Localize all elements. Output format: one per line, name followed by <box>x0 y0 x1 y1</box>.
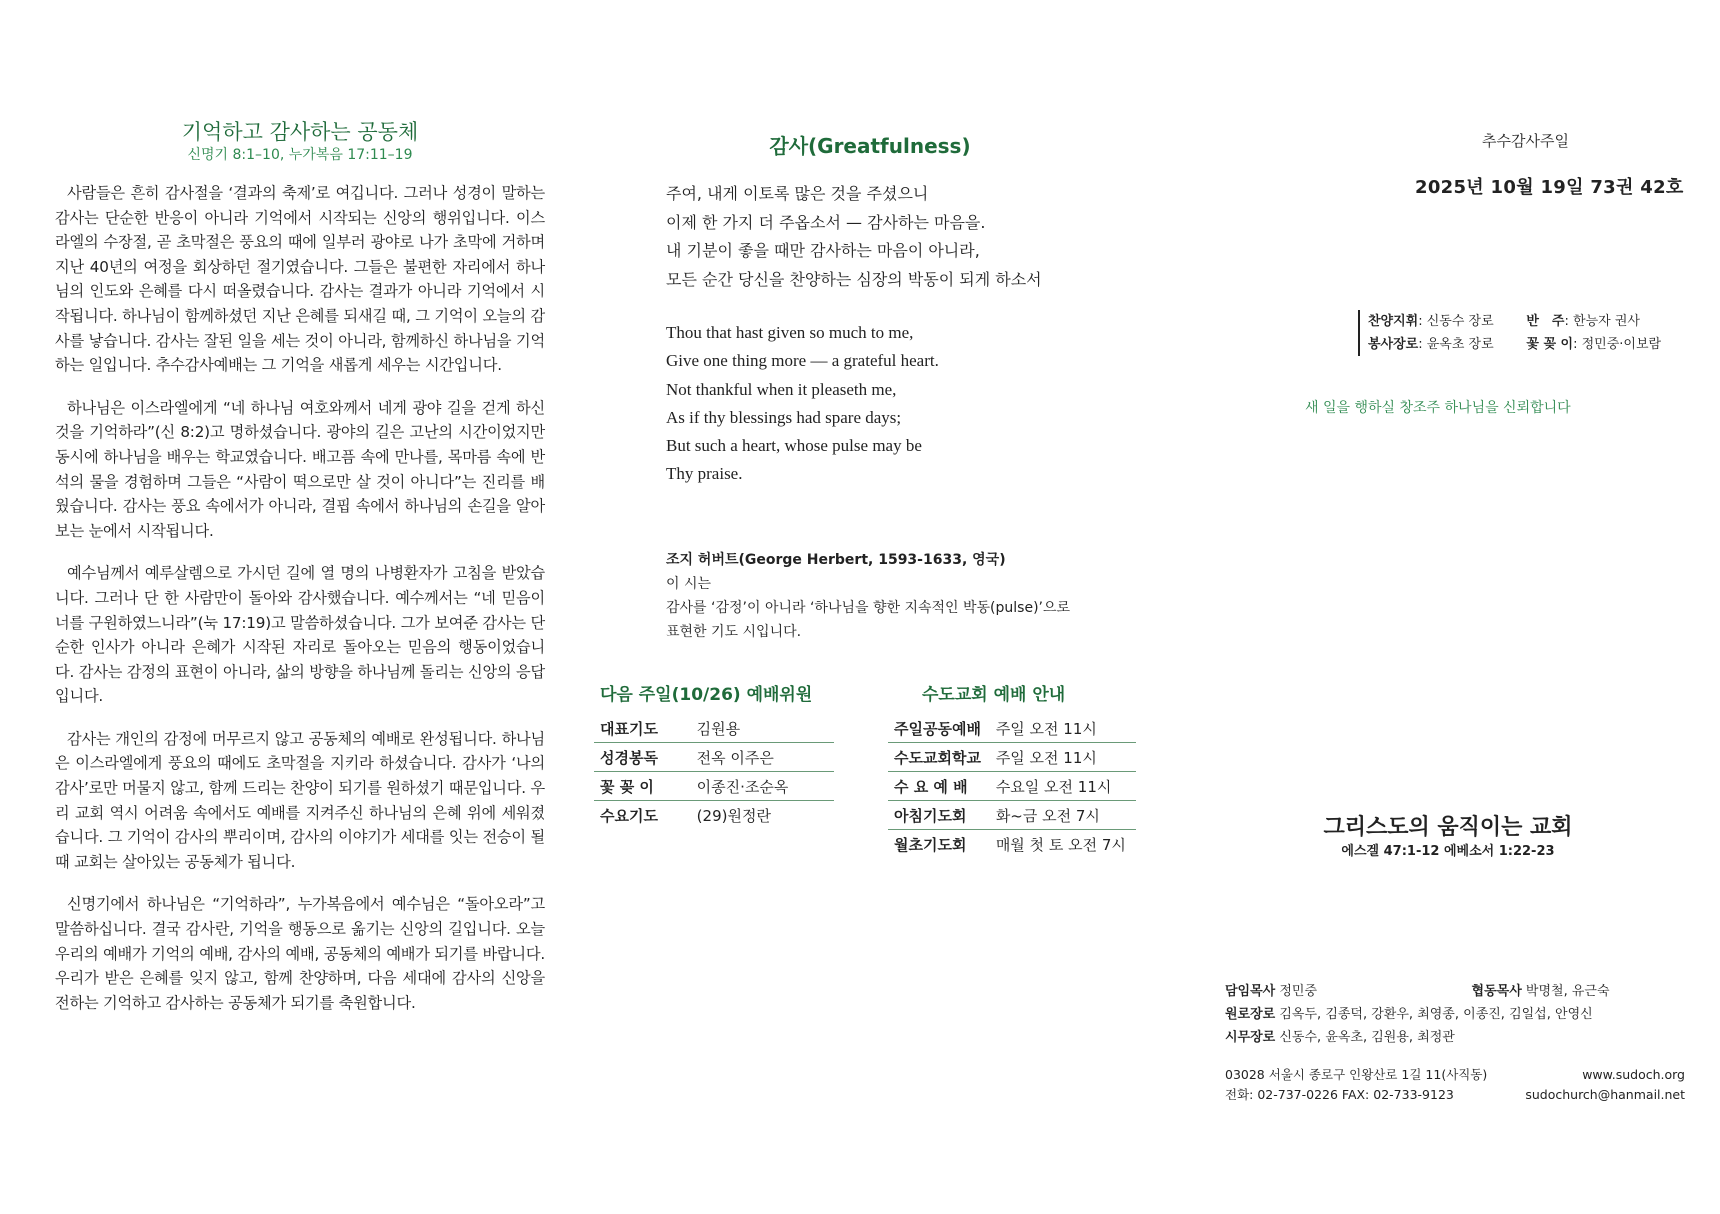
staff-names: 박명철, 유근숙 <box>1525 984 1610 999</box>
poem-line: 이제 한 가지 더 주옵소서 — 감사하는 마음을. <box>666 212 986 232</box>
staff-names: 김옥두, 김종덕, 강환우, 최영종, 이종진, 김일섭, 안영신 <box>1279 1007 1593 1022</box>
duty-name: 김원용 <box>691 714 834 743</box>
service-name: 월초기도회 <box>894 835 967 854</box>
duty-value: : 정민중·이보람 <box>1573 337 1662 352</box>
poem-line: Thou that hast given so much to me, <box>666 323 914 342</box>
table-row <box>594 714 834 743</box>
poem-line: As if thy blessings had spare days; <box>666 407 902 427</box>
duty-role: 꽃 꽂 이 <box>594 772 691 801</box>
sermon-body <box>55 181 545 1033</box>
duty-row <box>1368 333 1661 356</box>
service-time: 주일 오전 11시 <box>990 743 1136 772</box>
service-time: 수요일 오전 11시 <box>990 772 1136 801</box>
address: 03028 서울시 종로구 인왕산로 1길 11(사직동) <box>1225 1067 1488 1082</box>
bulletin-date: 2025년 10월 19일 73권 42호 <box>1415 177 1684 198</box>
poem-line: Not thankful when it pleaseth me, <box>666 379 897 399</box>
duty-value: : 한능자 권사 <box>1564 314 1640 329</box>
poem-line: 주여, 내게 이토록 많은 것을 주셨으니 <box>666 184 929 203</box>
table-row <box>888 743 1136 772</box>
poem-note-line: 감사를 ‘감정’이 아니라 ‘하나님을 향한 지속적인 박동(pulse)’으로 <box>666 600 1071 616</box>
email-link[interactable]: sudochurch@hanmail.net <box>1525 1087 1685 1102</box>
sermon-paragraph: 예수님께서 예루살렘으로 가시던 길에 열 명의 나병환자가 고침을 받았습니다. 그러나 단 한 사람만이 돌아와 감사했습니다. 예수께서는 “네 믿음이 너를 구원하였느니라”(눅 17:19)고 말씀하셨습니다. 그가 보여준 감사는 단순한 인사가 아니라 은혜가 시작된 자리로 돌아오는 믿음의 행동이었습니다. 감사는 감정의 표현이 아니라, 삶의 방향을 하나님께 돌리는 신앙의 응답입니다. <box>55 564 545 706</box>
table-row <box>888 801 1136 830</box>
duty-role: 성경봉독 <box>594 743 691 772</box>
staff-list <box>1225 980 1610 1049</box>
service-name: 주일공동예배 <box>888 714 990 743</box>
worship-guide-title: 수도교회 예배 안내 <box>922 685 1066 705</box>
staff-row <box>1225 980 1610 1003</box>
poem-line: Give one thing more — a grateful heart. <box>666 351 939 371</box>
poem-line: 내 기분이 좋을 때만 감사하는 마음이 아니라, <box>666 241 980 260</box>
table-row <box>594 801 834 830</box>
table-row <box>888 714 1136 743</box>
duty-label: 반 주 <box>1526 314 1565 329</box>
poem-line: But such a heart, whose pulse may be <box>666 436 922 456</box>
duty-label: 꽃 꽂 이 <box>1526 337 1574 352</box>
service-time: 화~금 오전 7시 <box>990 801 1136 830</box>
service-name: 아침기도회 <box>888 801 990 830</box>
poem-korean <box>666 180 1042 294</box>
staff-label: 담임목사 <box>1225 984 1276 999</box>
sermon-paragraph: 감사는 개인의 감정에 머무르지 않고 공동체의 예배로 완성됩니다. 하나님은 이스라엘에게 풍요의 때에도 초막절을 지키라 하셨습니다. 감사가 ‘나의 감사’로만 머물지 않고, 함께 드리는 찬양이 되기를 원하셨기 때문입니다. 우리 교회 역시 어려움 속에서도 예배를 지켜주신 하나님의 은혜 위에 세워졌습니다. 그 기억이 감사의 뿌리이며, 감사의 이야기가 세대를 잇는 전승이 될 때 교회는 살아있는 공동체가 됩니다. <box>55 729 545 871</box>
staff-row <box>1225 1003 1610 1026</box>
contact-row <box>1225 1085 1685 1105</box>
duty-name: 전옥 이주은 <box>691 743 834 772</box>
next-week-table <box>594 714 834 829</box>
service-name: 수도교회학교 <box>888 743 990 772</box>
poem-line: Thy praise. <box>666 464 743 484</box>
duty-label: 찬양지휘 <box>1368 314 1419 329</box>
duty-row <box>1368 310 1661 333</box>
duty-name: 이종진·조순옥 <box>691 772 834 801</box>
poem-line: 모든 순간 당신을 찬양하는 심장의 박동이 되게 하소서 <box>666 269 1042 289</box>
poem-english <box>666 319 939 489</box>
duty-value: : 신동수 장로 <box>1418 314 1494 329</box>
website-link[interactable]: www.sudoch.org <box>1582 1067 1685 1082</box>
staff-label: 원로장로 <box>1225 1007 1276 1022</box>
sermon-title: 기억하고 감사하는 공동체 <box>181 120 419 144</box>
table-row <box>888 772 1136 801</box>
poem-author: 조지 허버트(George Herbert, 1593-1633, 영국) <box>666 552 1006 568</box>
next-week-title: 다음 주일(10/26) 예배위원 <box>600 685 813 705</box>
service-name: 수 요 예 배 <box>888 772 990 801</box>
poem-note-line: 이 시는 <box>666 576 712 592</box>
table-row <box>888 830 1136 859</box>
church-motto: 새 일을 행하실 창조주 하나님을 신뢰합니다 <box>1305 400 1571 416</box>
sermon-paragraph: 하나님은 이스라엘에게 “네 하나님 여호와께서 네게 광야 길을 걷게 하신 것을 기억하라”(신 8:2)고 명하셨습니다. 광야의 길은 고난의 시간이었지만 동시에 하나님을 배우는 학교였습니다. 배고픔 속에 만나를, 목마름 속에 반석의 물을 경험하며 그들은 “사람이 떡으로만 살 것이 아니다”는 진리를 배웠습니다. 감사는 풍요 속에서가 아니라, 결핍 속에서 하나님의 손길을 알아보는 눈에서 시작됩니다. <box>55 398 545 540</box>
table-row <box>594 772 834 801</box>
staff-label: 협동목사 <box>1471 984 1522 999</box>
duty-name: (29)원정란 <box>696 806 771 825</box>
staff-names: 신동수, 윤옥초, 김원용, 최정관 <box>1279 1030 1455 1045</box>
duty-role: 대표기도 <box>594 714 691 743</box>
sermon-scripture: 신명기 8:1–10, 누가복음 17:11–19 <box>187 147 413 163</box>
duty-box <box>1358 310 1661 356</box>
poem-author-block <box>666 548 1070 644</box>
duty-value: : 윤옥초 장로 <box>1418 337 1494 352</box>
event-name: 추수감사주일 <box>1482 132 1569 150</box>
staff-row <box>1225 1026 1610 1049</box>
service-time: 매월 첫 토 오전 7시 <box>995 835 1126 854</box>
table-row <box>594 743 834 772</box>
sermon-paragraph: 사람들은 흔히 감사절을 ‘결과의 축제’로 여깁니다. 그러나 성경이 말하는 감사는 단순한 반응이 아니라 기억에서 시작되는 신앙의 행위입니다. 이스라엘의 수장절, 곧 초막절은 풍요의 때에 일부러 광야로 나가 초막에 거하며 지난 40년의 여정을 회상하던 절기였습니다. 그들은 불편한 자리에서 하나님의 인도와 은혜를 다시 떠올렸습니다. 감사는 결과가 아니라 기억에서 시작됩니다. 하나님이 함께하셨던 지난 은혜를 되새길 때, 그 기억이 오늘의 감사를 낳습니다. 감사는 잘된 일을 세는 것이 아니라, 함께하신 하나님을 기억하는 일입니다. 추수감사예배는 그 기억을 새롭게 세우는 시간입니다. <box>55 184 545 375</box>
poem-title: 감사(Greatfulness) <box>769 134 971 158</box>
duty-label: 봉사장로 <box>1368 337 1419 352</box>
service-time: 주일 오전 11시 <box>990 714 1136 743</box>
staff-label: 시무장로 <box>1225 1030 1276 1045</box>
church-verse: 에스겔 47:1-12 에베소서 1:22-23 <box>1341 844 1555 859</box>
worship-guide-table <box>888 714 1136 858</box>
phone-fax: 전화: 02-737-0226 FAX: 02-733-9123 <box>1225 1087 1454 1102</box>
poem-note-line: 표현한 기도 시입니다. <box>666 624 802 640</box>
sermon-paragraph: 신명기에서 하나님은 “기억하라”, 누가복음에서 예수님은 “돌아오라”고 말씀하십니다. 결국 감사란, 기억을 행동으로 옮기는 신앙의 길입니다. 오늘 우리의 예배가 기억의 예배, 감사의 예배, 공동체의 예배가 되기를 바랍니다. 우리가 받은 은혜를 잊지 않고, 함께 찬양하며, 다음 세대에 감사의 신앙을 전하는 기억하고 감사하는 공동체가 되기를 축원합니다. <box>55 895 545 1012</box>
contact-block <box>1225 1065 1685 1105</box>
staff-names: 정민중 <box>1279 984 1318 999</box>
duty-role: 수요기도 <box>600 806 658 825</box>
contact-row <box>1225 1065 1685 1085</box>
church-name: 그리스도의 움직이는 교회 <box>1323 815 1573 840</box>
